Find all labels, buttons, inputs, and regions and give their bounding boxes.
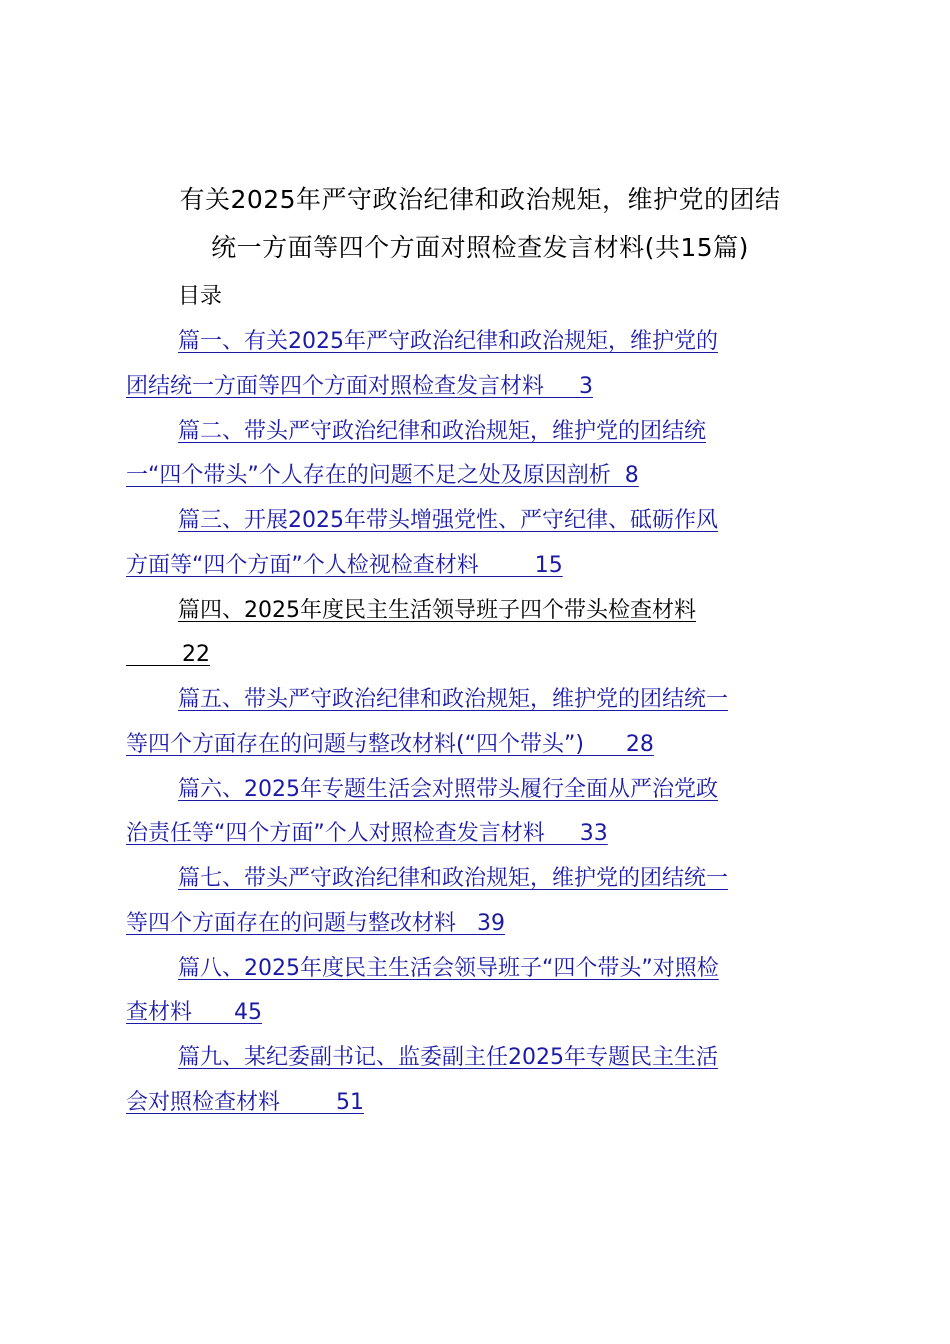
document-title-line-1: 有关2025年严守政治纪律和政治规矩，维护党的团结 [179,185,781,214]
toc-entry-title-line-2: 会对照检查材料 51 [126,1089,364,1115]
table-of-contents [126,320,826,1126]
toc-entry-7[interactable] [126,857,826,947]
toc-entry-9[interactable] [126,1036,826,1126]
toc-entry-3[interactable] [126,499,826,589]
toc-entry-title-line-2: 等四个方面存在的问题与整改材料(“四个带头”) 28 [126,731,654,757]
toc-entry-title-line-1: 篇九、某纪委副书记、监委副主任2025年专题民主生活 [178,1045,718,1070]
toc-heading: 目录 [178,284,223,309]
toc-entry-title-line-1: 篇一、有关2025年严守政治纪律和政治规矩，维护党的 [178,329,718,354]
toc-entry-title-line-1: 篇三、开展2025年带头增强党性、严守纪律、砥砺作风 [178,508,718,533]
toc-entry-title-line-2: 方面等“四个方面”个人检视检查材料 15 [126,552,563,578]
toc-entry-title-line-1: 篇八、2025年度民主生活会领导班子“四个带头”对照检 [178,955,719,981]
toc-entry-4[interactable] [126,589,826,679]
toc-entry-title-line-2: 等四个方面存在的问题与整改材料 39 [126,910,505,936]
toc-entry-1[interactable] [126,320,826,410]
toc-entry-title-line-2: 治责任等“四个方面”个人对照检查发言材料 33 [126,821,608,846]
toc-entry-title-line-1: 篇二、带头严守政治纪律和政治规矩，维护党的团结统 [178,418,707,444]
toc-entry-title-line-1: 篇四、2025年度民主生活领导班子四个带头检查材料 [178,597,696,623]
document-title [110,176,850,272]
toc-entry-title-line-2: 团结统一方面等四个方面对照检查发言材料 3 [126,373,593,399]
document-title-line-2: 统一方面等四个方面对照检查发言材料(共15篇) [211,233,749,262]
toc-entry-title-line-1: 篇五、带头严守政治纪律和政治规矩，维护党的团结统一 [178,687,729,712]
toc-entry-title-line-1: 篇六、2025年专题生活会对照带头履行全面从严治党政 [178,776,718,802]
toc-entry-5[interactable] [126,678,826,768]
toc-entry-title-line-1: 篇七、带头严守政治纪律和政治规矩，维护党的团结统一 [178,866,729,891]
toc-entry-6[interactable] [126,768,826,858]
toc-entry-title-line-2: 一“四个带头”个人存在的问题不足之处及原因剖析 8 [126,463,639,488]
toc-entry-2[interactable] [126,410,826,500]
toc-entry-title-line-2: 查材料 45 [126,1000,262,1025]
toc-entry-8[interactable] [126,947,826,1037]
toc-entry-title-line-2: 22 [126,642,210,667]
